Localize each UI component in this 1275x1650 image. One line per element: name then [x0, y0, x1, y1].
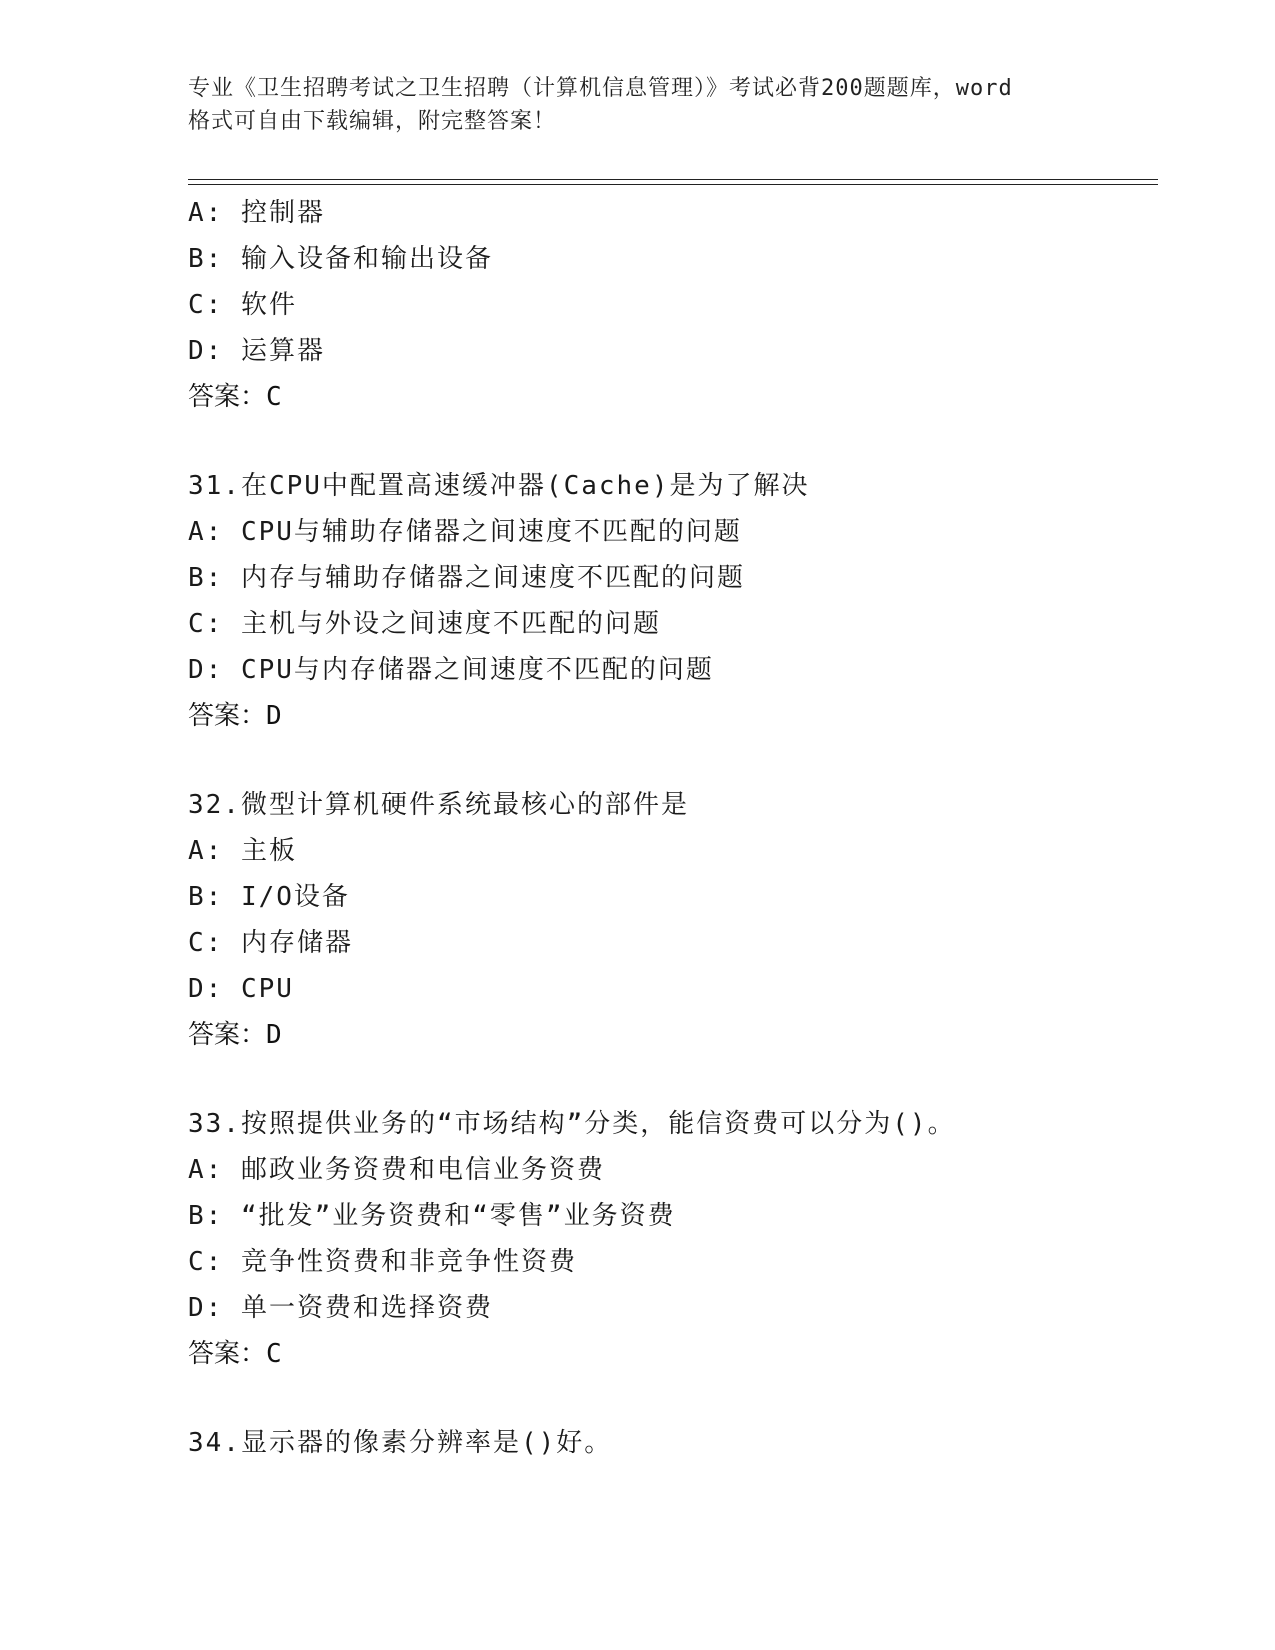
option-b: B: “批发”业务资费和“零售”业务资费 — [188, 1201, 676, 1231]
option-a: A: 控制器 — [188, 198, 325, 228]
option-c: C: 软件 — [188, 290, 297, 320]
question-block-32 — [188, 782, 1168, 1058]
answer-label: 答案： — [188, 382, 267, 412]
question-block-34 — [188, 1420, 1168, 1466]
question-text: 31.在CPU中配置高速缓冲器(Cache)是为了解决 — [188, 471, 810, 501]
question-block-33 — [188, 1101, 1168, 1377]
option-d: D: 运算器 — [188, 336, 325, 366]
question-text: 33.按照提供业务的“市场结构”分类，能信资费可以分为()。 — [188, 1109, 956, 1139]
question-text: 32.微型计算机硬件系统最核心的部件是 — [188, 790, 689, 820]
header-line-1: 专业《卫生招聘考试之卫生招聘（计算机信息管理）》考试必背200题题库，word — [188, 76, 1013, 101]
option-d: D: 单一资费和选择资费 — [188, 1293, 493, 1323]
option-b: B: 输入设备和输出设备 — [188, 244, 493, 274]
answer-label: 答案： — [188, 1020, 267, 1050]
answer-value: D — [266, 701, 282, 731]
answer-value: D — [266, 1020, 282, 1050]
option-a: A: 主板 — [188, 836, 297, 866]
answer-line — [188, 374, 1168, 420]
answer-line — [188, 1012, 1168, 1058]
answer-value: C — [266, 382, 282, 412]
question-text: 34.显示器的像素分辨率是()好。 — [188, 1428, 613, 1458]
document-header — [188, 72, 1108, 138]
question-block-30 — [188, 190, 1168, 420]
answer-label: 答案： — [188, 701, 267, 731]
answer-line — [188, 693, 1168, 739]
question-block-31 — [188, 463, 1168, 739]
option-a: A: 邮政业务资费和电信业务资费 — [188, 1155, 605, 1185]
question-list — [188, 190, 1168, 1466]
option-b: B: 内存与辅助存储器之间速度不匹配的问题 — [188, 563, 745, 593]
option-c: C: 竞争性资费和非竞争性资费 — [188, 1247, 577, 1277]
header-divider-bottom — [188, 184, 1158, 185]
header-divider-top — [188, 179, 1158, 180]
option-d: D: CPU — [188, 974, 294, 1004]
option-b: B: I/O设备 — [188, 882, 350, 912]
answer-value: C — [266, 1339, 282, 1369]
header-line-2: 格式可自由下载编辑，附完整答案！ — [188, 109, 557, 134]
option-d: D: CPU与内存储器之间速度不匹配的问题 — [188, 655, 714, 685]
option-c: C: 主机与外设之间速度不匹配的问题 — [188, 609, 661, 639]
answer-label: 答案： — [188, 1339, 267, 1369]
answer-line — [188, 1331, 1168, 1377]
option-a: A: CPU与辅助存储器之间速度不匹配的问题 — [188, 517, 742, 547]
option-c: C: 内存储器 — [188, 928, 353, 958]
